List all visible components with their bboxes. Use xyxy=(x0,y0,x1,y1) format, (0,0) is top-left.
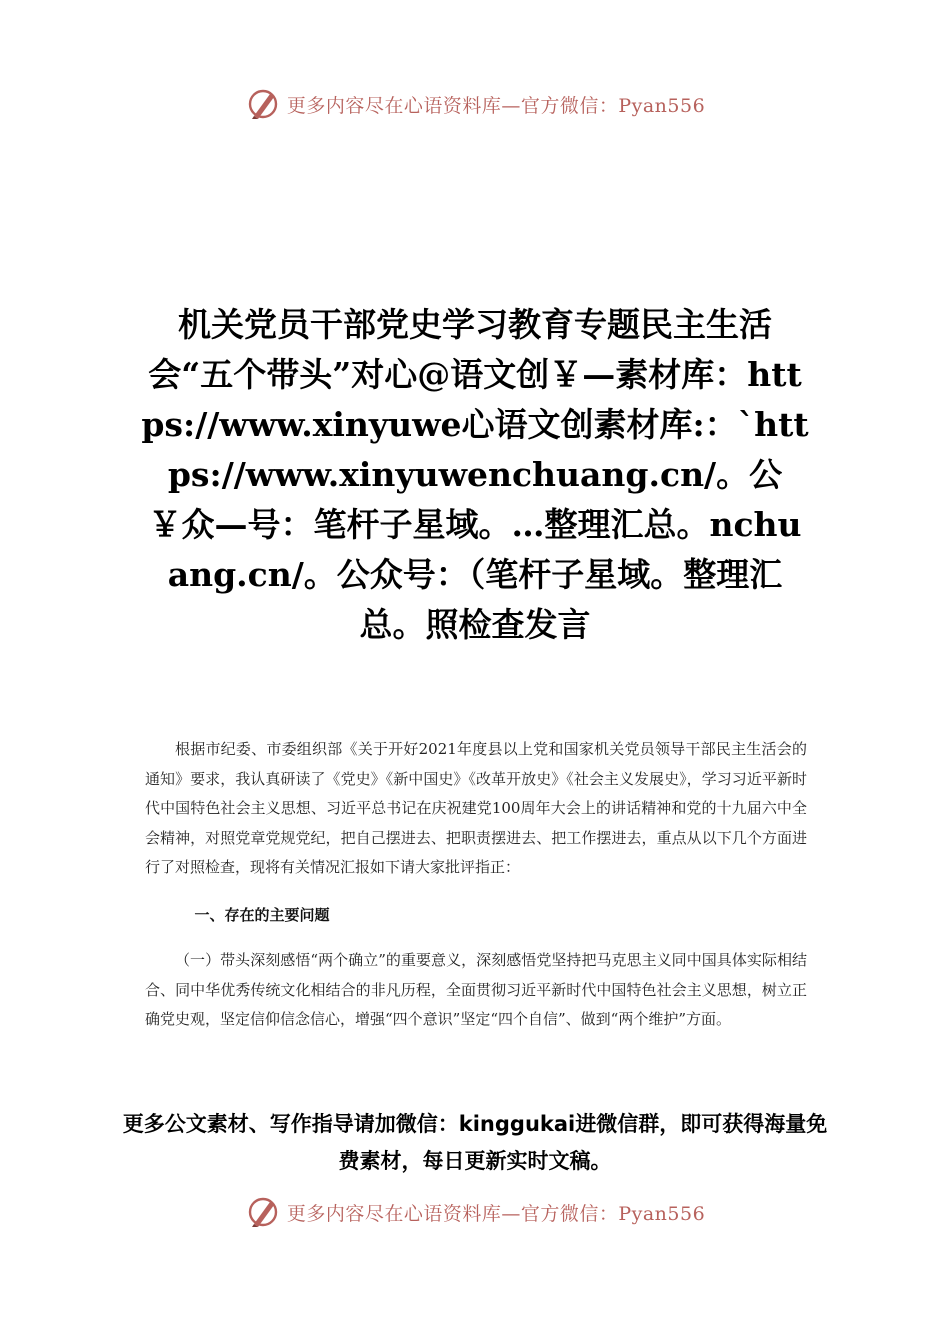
body-paragraph: （一）带头深刻感悟“两个确立”的重要意义，深刻感悟党坚持把马克思主义同中国具体实际相结合、同中华优秀传统文化相结合的非凡历程，全面贯彻习近平新时代中国特色社会主义思想，树立正确党史观，坚定信仰信念信心，增强“四个意识”坚定“四个自信”、做到“两个维护”方面。 xyxy=(145,951,807,1028)
watermark-text: 更多内容尽在心语资料库—官方微信：Pyan556 xyxy=(286,94,706,117)
section-heading: 一、存在的主要问题 xyxy=(194,905,330,924)
watermark-text: 更多内容尽在心语资料库—官方微信：Pyan556 xyxy=(286,1202,706,1225)
watermark-header xyxy=(0,82,950,126)
pen-circle-logo-icon xyxy=(245,1194,281,1230)
document-body xyxy=(145,735,807,1035)
watermark-footer xyxy=(0,1190,950,1234)
intro-paragraph: 根据市纪委、市委组织部《关于开好2021年度县以上党和国家机关党员领导干部民主生活会的通知》要求，我认真研读了《党史》《新中国史》《改革开放史》《社会主义发展史》，学习习近平新时代中国特色社会主义思想、习近平总书记在庆祝建党100周年大会上的讲话精神和党的十九届六中全会精神，对照党章党规党纪，把自己摆进去、把职责摆进去、把工作摆进去，重点从以下几个方面进行了对照检查，现将有关情况汇报如下请大家批评指正： xyxy=(145,740,807,876)
document-title: 机关党员干部党史学习教育专题民主生活会“五个带头”对心@语文创￥—素材库：https://www.xinyuwe心语文创素材库:：`https://www.xinyuwenchuang.cn/。公￥众—号：笔杆子星域。…整理汇总。nchuang.cn/。公众号：（笔杆子星域。整理汇总。照检查发言 xyxy=(141,305,809,644)
promo-banner: 更多公文素材、写作指导请加微信：kinggukai进微信群，即可获得海量免费素材，每日更新实时文稿。 xyxy=(122,1112,828,1173)
pen-circle-logo-icon xyxy=(245,86,281,122)
